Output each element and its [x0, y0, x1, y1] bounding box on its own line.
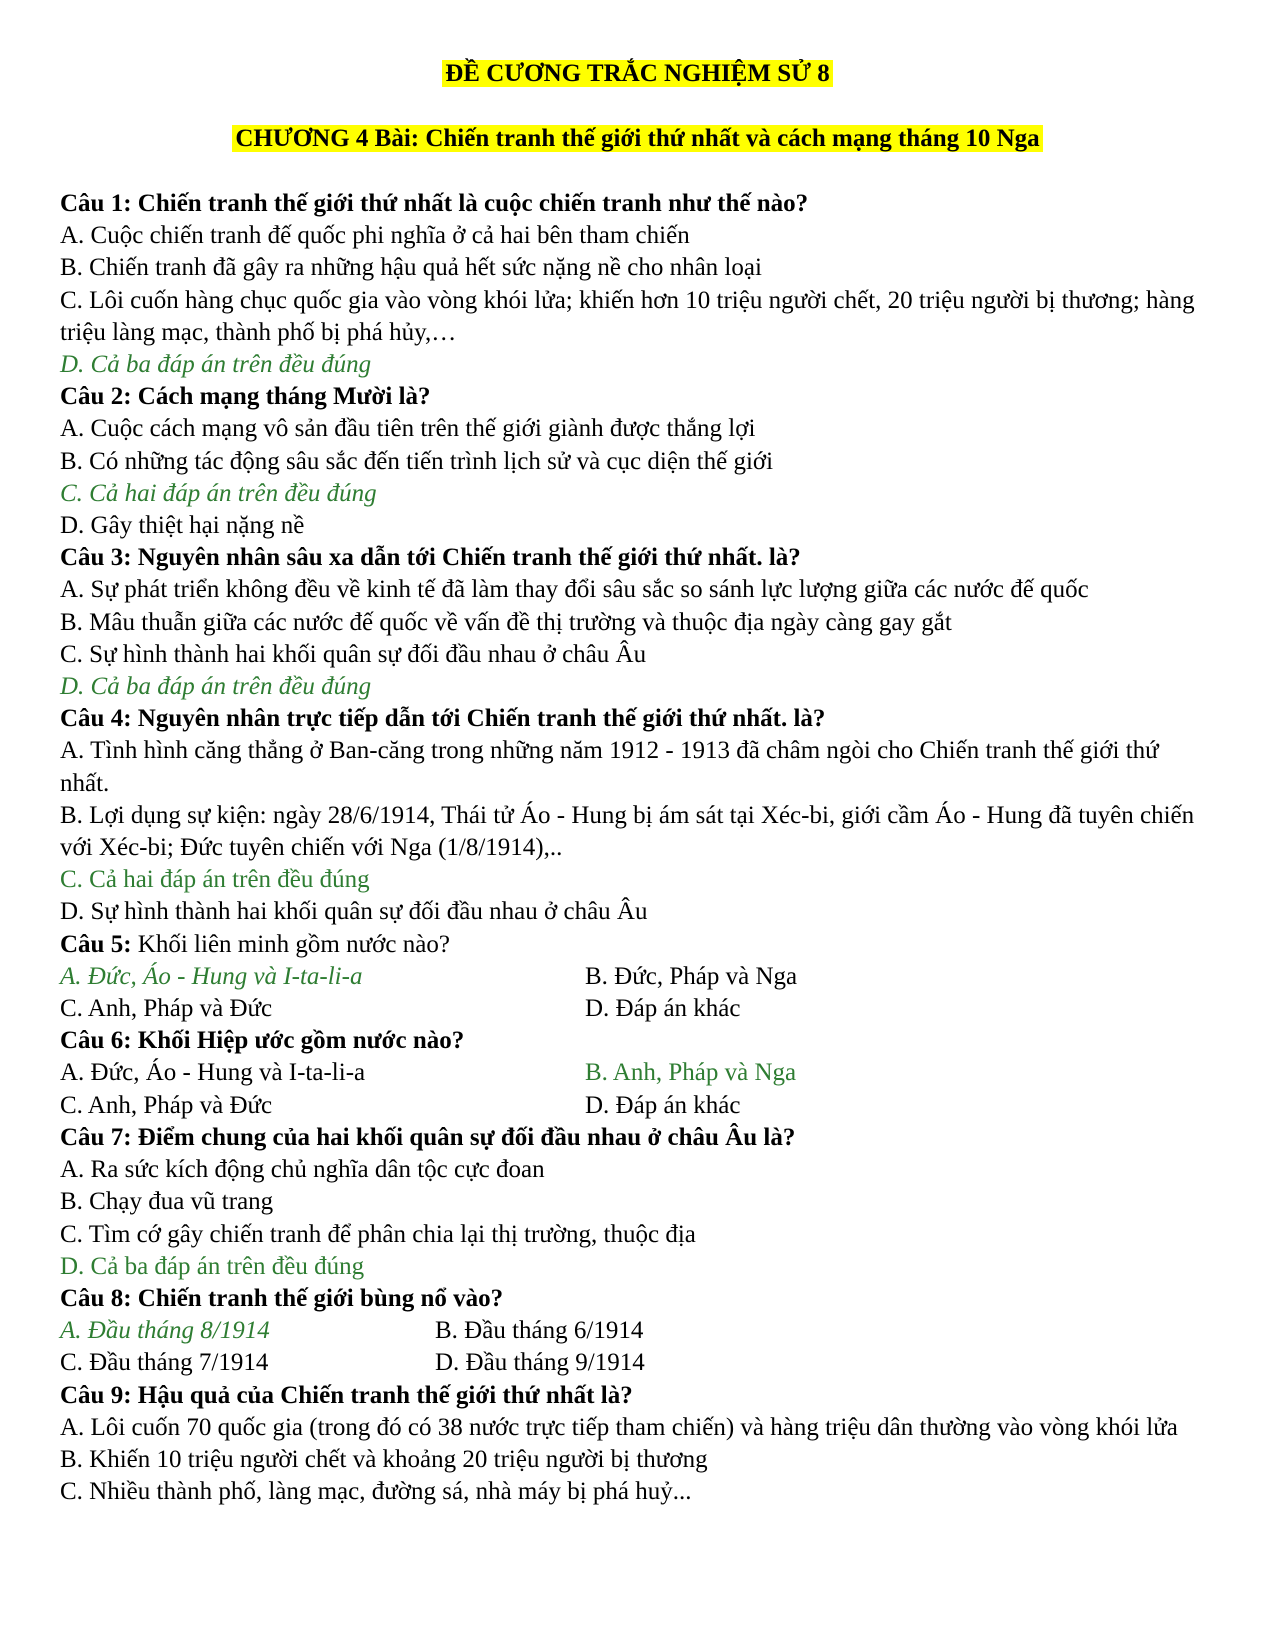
title-block — [0, 58, 1275, 90]
question-number: Câu 6: — [60, 1027, 132, 1055]
question-number: Câu 8: — [60, 1284, 132, 1312]
option-5a-correct: A. Đức, Áo - Hung và I-ta-li-a — [60, 962, 363, 990]
option-1c: C. Lôi cuốn hàng chục quốc gia vào vòng khói lửa; khiến hơn 10 triệu người chết, 20 triệu người bị thương; hàng triệu làng mạc, thành phố bị phá hủy,… — [60, 286, 1195, 346]
option-1b: B. Chiến tranh đã gây ra những hậu quả hết sức nặng nề cho nhân loại — [60, 254, 762, 282]
question-text: Khối Hiệp ước gồm nước nào? — [131, 1027, 465, 1055]
options-row-5ab — [60, 961, 1210, 993]
question-2 — [60, 381, 1210, 413]
option-5b: B. Đức, Pháp và Nga — [585, 962, 798, 990]
question-text: Chiến tranh thế giới bùng nổ vào? — [131, 1284, 504, 1312]
option-6c: C. Anh, Pháp và Đức — [60, 1091, 273, 1119]
option-3a: A. Sự phát triển không đều về kinh tế đã làm thay đổi sâu sắc so sánh lực lượng giữa các nước đế quốc — [60, 576, 1089, 604]
subtitle-block — [0, 123, 1275, 155]
question-1 — [60, 188, 1210, 220]
question-text: Điểm chung của hai khối quân sự đối đầu nhau ở châu Âu là? — [131, 1123, 796, 1151]
option-2d: D. Gây thiệt hại nặng nề — [60, 512, 305, 540]
option-7b: B. Chạy đua vũ trang — [60, 1188, 274, 1216]
question-text: Khối liên minh gồm nước nào? — [131, 930, 450, 958]
option-2c-correct: C. Cả hai đáp án trên đều đúng — [60, 479, 377, 507]
question-8 — [60, 1283, 1210, 1315]
question-7 — [60, 1122, 1210, 1154]
question-6 — [60, 1025, 1210, 1057]
question-number: Câu 3 — [60, 544, 124, 572]
option-3b: B. Mâu thuẫn giữa các nước đế quốc về vấn đề thị trường và thuộc địa ngày càng gay gắt — [60, 608, 952, 636]
option-1a: A. Cuộc chiến tranh đế quốc phi nghĩa ở cả hai bên tham chiến — [60, 222, 690, 250]
option-8a-correct: A. Đầu tháng 8/1914 — [60, 1317, 270, 1345]
question-number: Câu 2: — [60, 383, 132, 411]
option-9a: A. Lôi cuốn 70 quốc gia (trong đó có 38 nước trực tiếp tham chiến) và hàng triệu dân thường vào vòng khói lửa — [60, 1413, 1178, 1441]
options-row-8cd — [60, 1347, 1210, 1379]
option-8d: D. Đầu tháng 9/1914 — [435, 1349, 645, 1377]
option-8c: C. Đầu tháng 7/1914 — [60, 1349, 269, 1377]
option-5d: D. Đáp án khác — [585, 995, 741, 1023]
option-5c: C. Anh, Pháp và Đức — [60, 995, 273, 1023]
option-4d: D. Sự hình thành hai khối quân sự đối đầu nhau ở châu Âu — [60, 898, 648, 926]
option-6a: A. Đức, Áo - Hung và I-ta-li-a — [60, 1059, 366, 1087]
option-8b: B. Đầu tháng 6/1914 — [435, 1317, 644, 1345]
question-number: Câu 1: — [60, 190, 132, 217]
option-4b: B. Lợi dụng sự kiện: ngày 28/6/1914, Thái tử Áo - Hung bị ám sát tại Xéc-bi, giới cầm Áo - Hung đã tuyên chiến với Xéc-bi; Đức tuyên chiến với Nga (1/8/1914),.. — [60, 801, 1195, 862]
question-9 — [60, 1380, 1210, 1412]
question-number: Câu 7: — [60, 1123, 132, 1151]
option-2a: A. Cuộc cách mạng vô sản đầu tiên trên thế giới giành được thắng lợi — [60, 415, 756, 443]
question-text: : Nguyên nhân trực tiếp dẫn tới Chiến tranh thế giới thứ nhất. là? — [123, 705, 826, 733]
options-row-6cd — [60, 1090, 1210, 1122]
question-text: Hậu quả của Chiến tranh thế giới thứ nhất là? — [131, 1381, 633, 1409]
option-1d-correct: D. Cả ba đáp án trên đều đúng — [60, 351, 372, 379]
option-7c: C. Tìm cớ gây chiến tranh để phân chia lại thị trường, thuộc địa — [60, 1220, 696, 1248]
options-row-6ab — [60, 1057, 1210, 1089]
option-3c: C. Sự hình thành hai khối quân sự đối đầu nhau ở châu Âu — [60, 640, 647, 668]
question-list — [60, 188, 1210, 1508]
option-2b: B. Có những tác động sâu sắc đến tiến trình lịch sử và cục diện thế giới — [60, 447, 774, 475]
question-text: : Nguyên nhân sâu xa dẫn tới Chiến tranh thế giới thứ nhất. là? — [123, 544, 801, 572]
question-text: Cách mạng tháng Mười là? — [131, 383, 431, 411]
option-4a: A. Tình hình căng thẳng ở Ban-căng trong những năm 1912 - 1913 đã châm ngòi cho Chiến tranh thế giới thứ nhất. — [60, 737, 1159, 797]
option-3d-correct: D. Cả ba đáp án trên đều đúng — [60, 673, 372, 701]
options-row-8ab — [60, 1315, 1210, 1347]
option-7a: A. Ra sức kích động chủ nghĩa dân tộc cực đoan — [60, 1156, 545, 1184]
option-7d-correct: D. Cả ba đáp án trên đều đúng — [60, 1252, 365, 1280]
question-number: Câu 4 — [60, 705, 124, 733]
question-text: Chiến tranh thế giới thứ nhất là cuộc chiến tranh như thế nào? — [131, 190, 809, 217]
option-6b-correct: B. Anh, Pháp và Nga — [585, 1059, 797, 1087]
document-title: ĐỀ CƯƠNG TRẮC NGHIỆM SỬ 8 — [442, 60, 833, 87]
option-9b: B. Khiến 10 triệu người chết và khoảng 20 triệu người bị thương — [60, 1445, 708, 1473]
options-row-5cd — [60, 993, 1210, 1025]
question-3 — [60, 542, 1210, 574]
question-number: Câu 5: — [60, 930, 132, 958]
option-6d: D. Đáp án khác — [585, 1091, 741, 1119]
question-5 — [60, 929, 1210, 961]
question-number: Câu 9: — [60, 1381, 132, 1409]
chapter-title: CHƯƠNG 4 Bài: Chiến tranh thế giới thứ nhất và cách mạng tháng 10 Nga — [232, 125, 1042, 152]
option-9c: C. Nhiều thành phố, làng mạc, đường sá, nhà máy bị phá huỷ... — [60, 1478, 692, 1506]
option-4c-correct: C. Cả hai đáp án trên đều đúng — [60, 866, 370, 894]
question-4 — [60, 703, 1210, 735]
